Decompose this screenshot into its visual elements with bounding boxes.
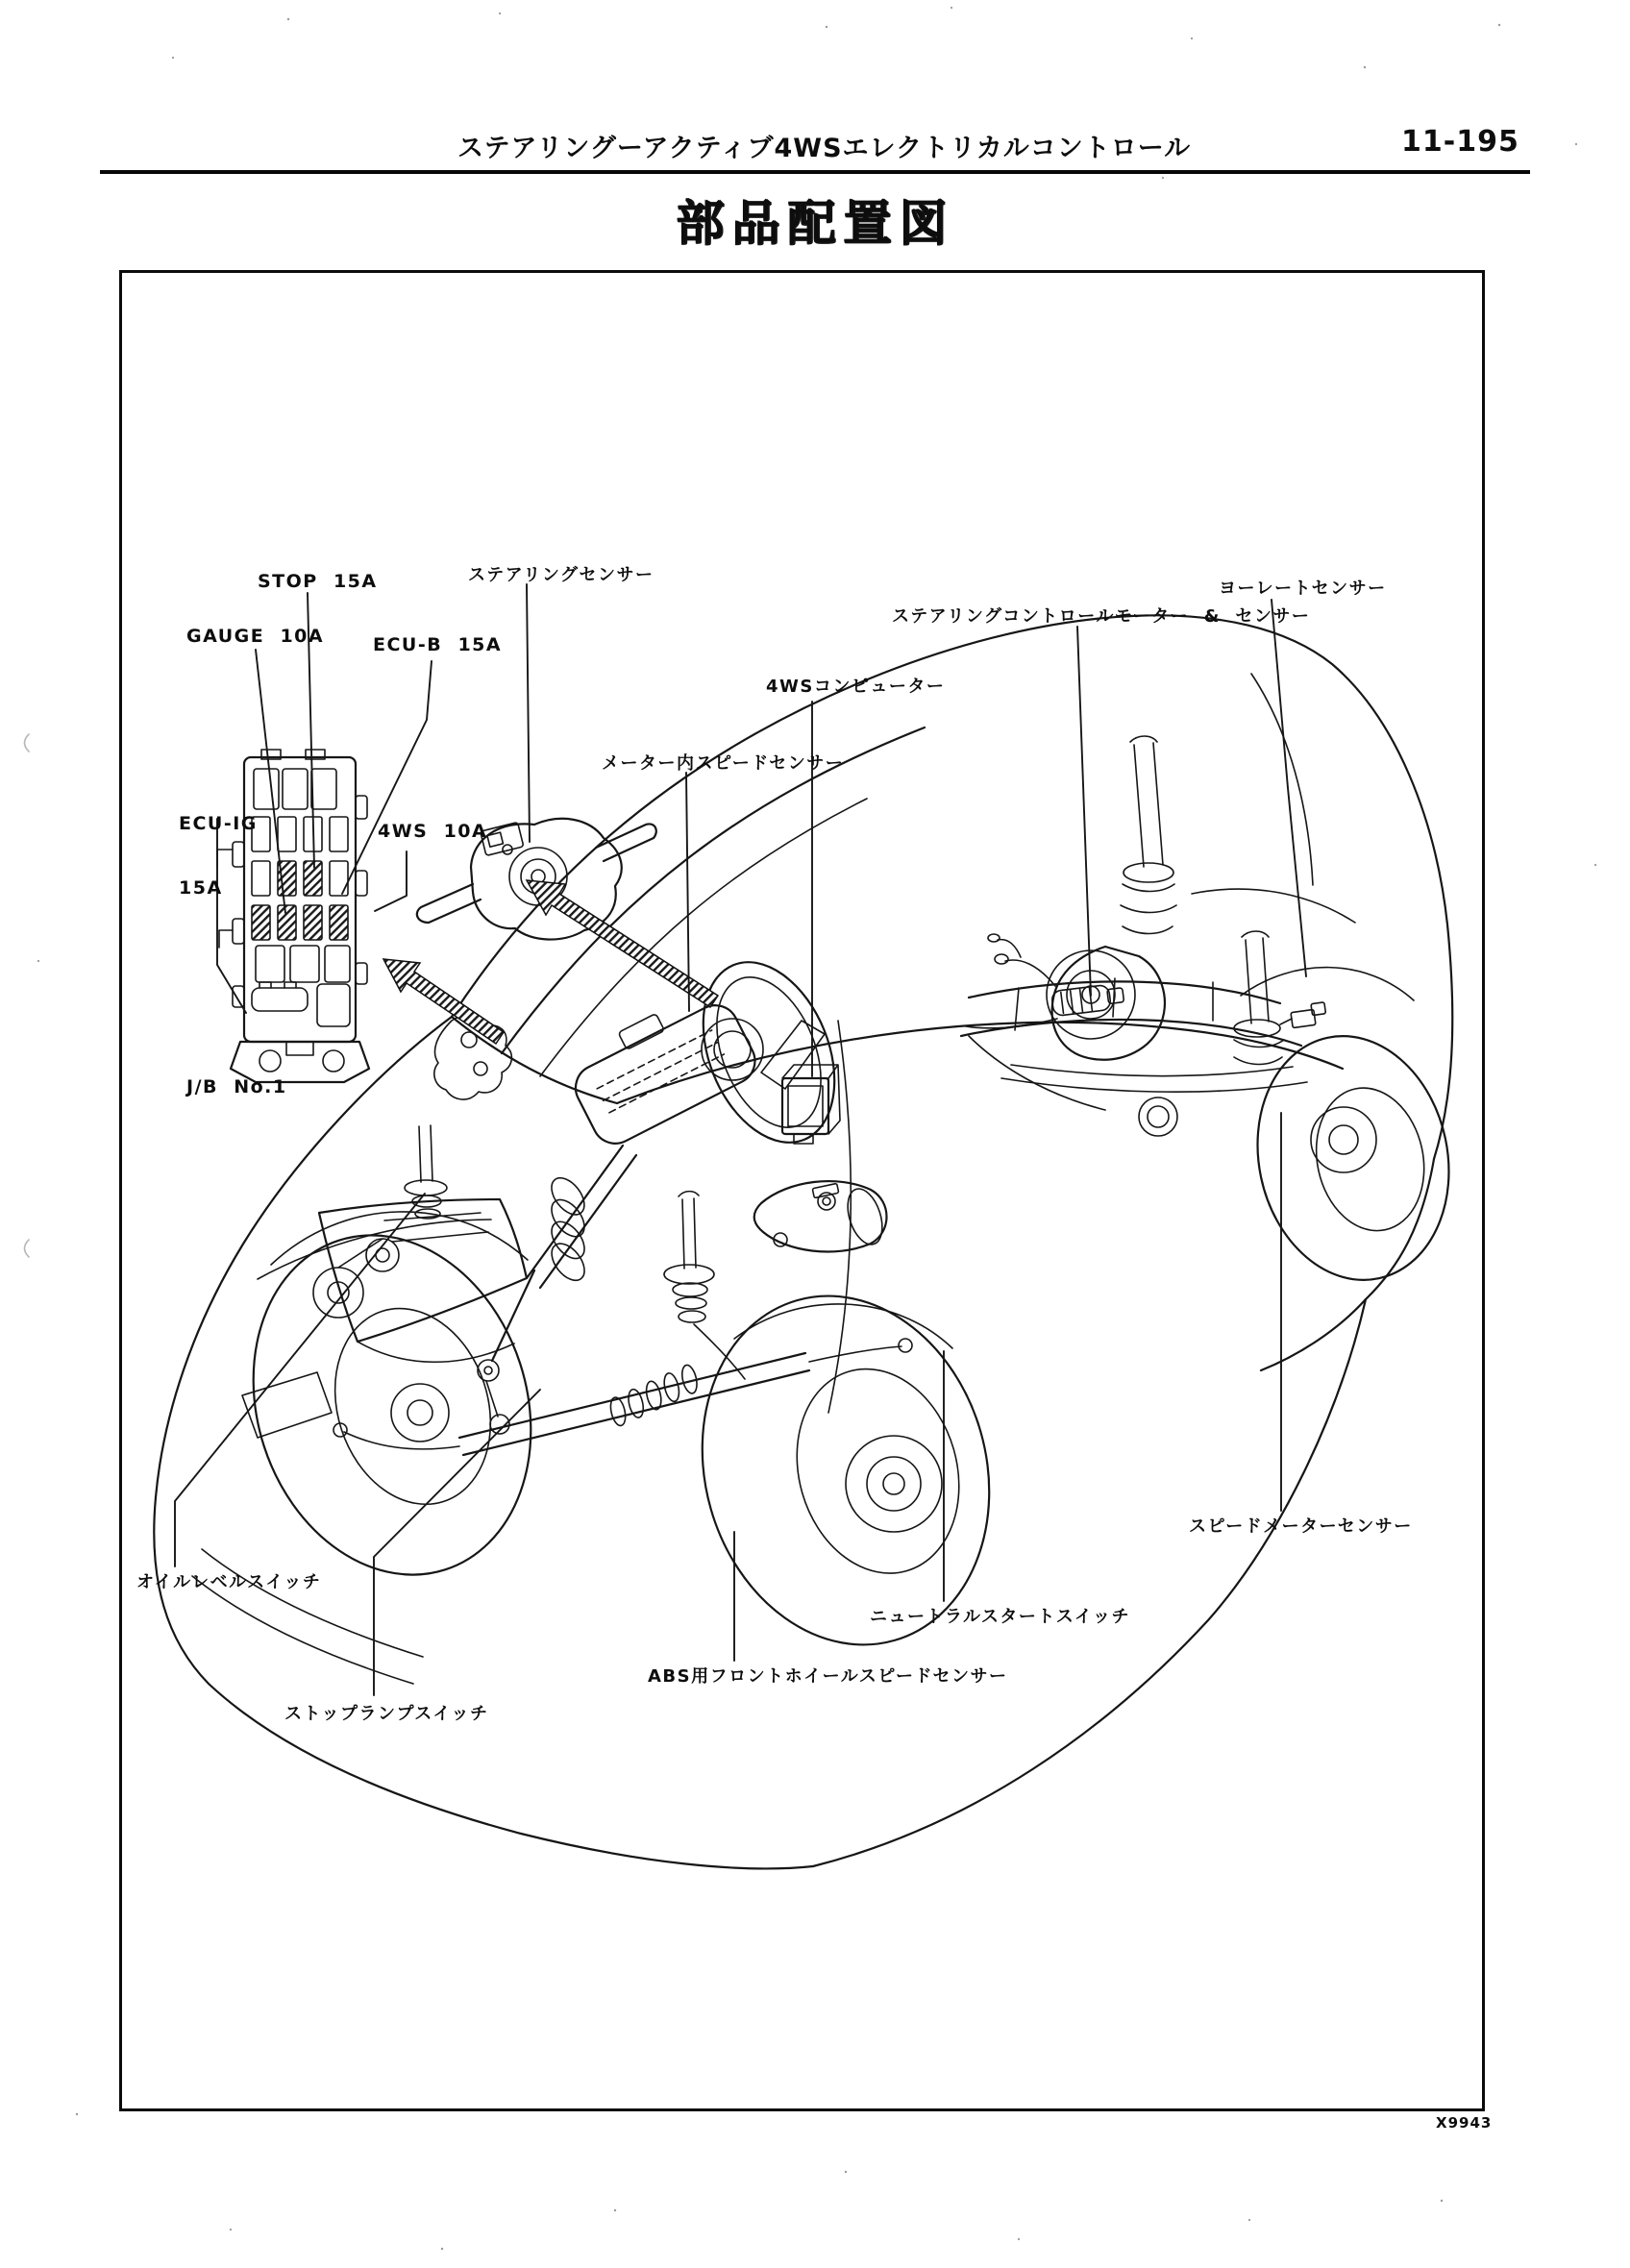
section-title: 部品配置図 xyxy=(676,195,954,251)
rear-left-suspension xyxy=(966,736,1176,1060)
yaw-rate-sensor-part xyxy=(1280,1002,1327,1028)
label-steering-control-motor: ステアリングコントロールモーター & センサー xyxy=(892,606,1311,627)
label-4ws-computer: 4WSコンピューター xyxy=(766,677,946,697)
label-speedometer-sensor: スピードメーターセンサー xyxy=(1189,1516,1413,1537)
label-junction-block: J/B No.1 xyxy=(186,1076,287,1097)
label-meter-speed-sensor: メーター内スピードセンサー xyxy=(602,753,845,774)
label-ecu-b-fuse: ECU-B 15A xyxy=(373,634,503,655)
label-stop-lamp-switch: ストップランプスイッチ xyxy=(284,1704,489,1724)
page-header-title: ステアリングーアクティブ4WSエレクトリカルコントロール xyxy=(457,134,1192,163)
label-neutral-start-switch: ニュートラルスタートスイッチ xyxy=(870,1607,1131,1627)
label-ecu-ig-fuse xyxy=(179,771,258,942)
transaxle-neutral-switch xyxy=(754,1181,889,1251)
steering-column xyxy=(434,943,859,1417)
front-right-strut xyxy=(664,1192,745,1379)
label-ecu-ig-line1: ECU-IG xyxy=(179,813,258,834)
scan-noise xyxy=(25,7,1597,2250)
front-left-wheel xyxy=(210,1199,574,1612)
label-ecu-ig-line2: 15A xyxy=(179,877,223,899)
page-number: 11-195 xyxy=(1401,125,1519,159)
engine xyxy=(313,1125,527,1362)
label-stop-fuse: STOP 15A xyxy=(258,571,378,592)
label-yaw-rate-sensor: ヨーレートセンサー xyxy=(1219,579,1387,599)
pointer-arrows xyxy=(383,880,718,1044)
rear-right-wheel xyxy=(1236,1018,1471,1297)
label-oil-level-switch: オイルレベルスイッチ xyxy=(136,1572,322,1592)
label-gauge-fuse: GAUGE 10A xyxy=(186,626,325,647)
figure-code: X9943 xyxy=(1436,2114,1493,2132)
label-abs-front-wheel-speed-sensor: ABS用フロントホイールスピードセンサー xyxy=(648,1666,1008,1687)
label-4ws-fuse: 4WS 10A xyxy=(378,821,488,842)
steering-rack xyxy=(333,1339,912,1455)
label-steering-sensor: ステアリングセンサー xyxy=(468,565,654,585)
